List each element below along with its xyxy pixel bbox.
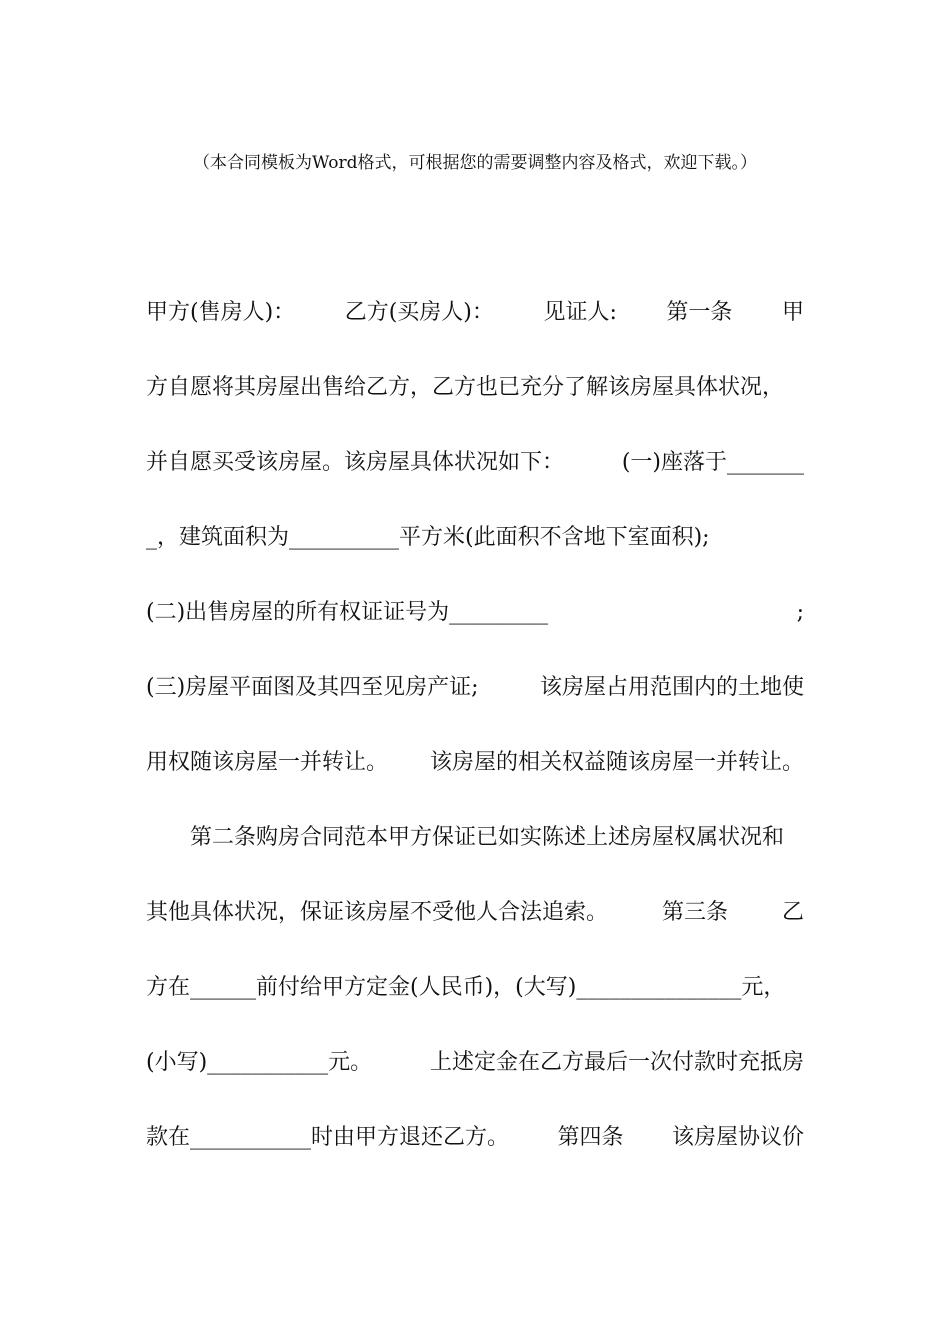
contract-line-6 — [146, 671, 804, 705]
template-note: （本合同模板为Word格式，可根据您的需要调整内容及格式，欢迎下载。） — [192, 153, 758, 173]
contract-line-8 — [190, 821, 804, 855]
line-end-semicolon: ; — [796, 600, 804, 625]
deposit-refund-field: 款在___________时由甲方退还乙方。 — [146, 1125, 510, 1150]
contract-line-10 — [146, 971, 804, 1005]
contract-line-4 — [146, 521, 804, 555]
witness-label: 见证人: — [543, 300, 617, 325]
contract-line-5 — [146, 596, 804, 630]
location-field: (一)座落于_______ — [621, 450, 804, 475]
deposit-offset-clause: 上述定金在乙方最后一次付款时充抵房 — [429, 1050, 804, 1075]
article-2-text-cont: 其他具体状况，保证该房屋不受他人合法追索。 — [146, 900, 609, 925]
contract-line-9 — [146, 896, 804, 930]
article-1-text: 方自愿将其房屋出售给乙方，乙方也已充分了解该房屋具体状况， — [146, 375, 785, 400]
contract-line-1 — [146, 296, 804, 330]
deposit-field: 方在______前付给甲方定金(人民币)，(大写)_______________元， — [146, 975, 786, 1000]
certificate-number-field: (二)出售房屋的所有权证证号为_________ — [146, 600, 549, 625]
land-use-clause: 该房屋占用范围内的土地使 — [539, 675, 804, 700]
contract-line-7 — [146, 746, 804, 780]
buyer-label: 乙方(买房人)： — [344, 300, 494, 325]
seller-label: 甲方(售房人)： — [146, 300, 296, 325]
article-2-text: 第二条购房合同范本甲方保证已如实陈述上述房屋权属状况和 — [190, 825, 785, 850]
contract-line-12 — [146, 1121, 804, 1155]
article-1-text-start: 甲 — [781, 300, 804, 325]
rights-clause: 该房屋的相关权益随该房屋一并转让。 — [429, 750, 804, 775]
contract-line-3 — [146, 446, 804, 480]
deposit-amount-field: (小写)___________元。 — [146, 1050, 373, 1075]
article-4-heading: 第四条 — [557, 1125, 624, 1150]
area-field: _，建筑面积为__________平方米(此面积不含地下室面积); — [146, 525, 710, 550]
contract-line-11 — [146, 1046, 804, 1080]
article-1-text: 并自愿买受该房屋。该房屋具体状况如下： — [146, 450, 565, 475]
article-3-heading: 第三条 — [661, 900, 728, 925]
article-3-text-start: 乙 — [781, 900, 804, 925]
land-use-clause-cont: 用权随该房屋一并转让。 — [146, 750, 389, 775]
article-4-text-start: 该房屋协议价 — [671, 1125, 804, 1150]
floor-plan-clause: (三)房屋平面图及其四至见房产证; — [146, 675, 479, 700]
article-1-heading: 第一条 — [666, 300, 733, 325]
contract-line-2 — [146, 371, 804, 405]
